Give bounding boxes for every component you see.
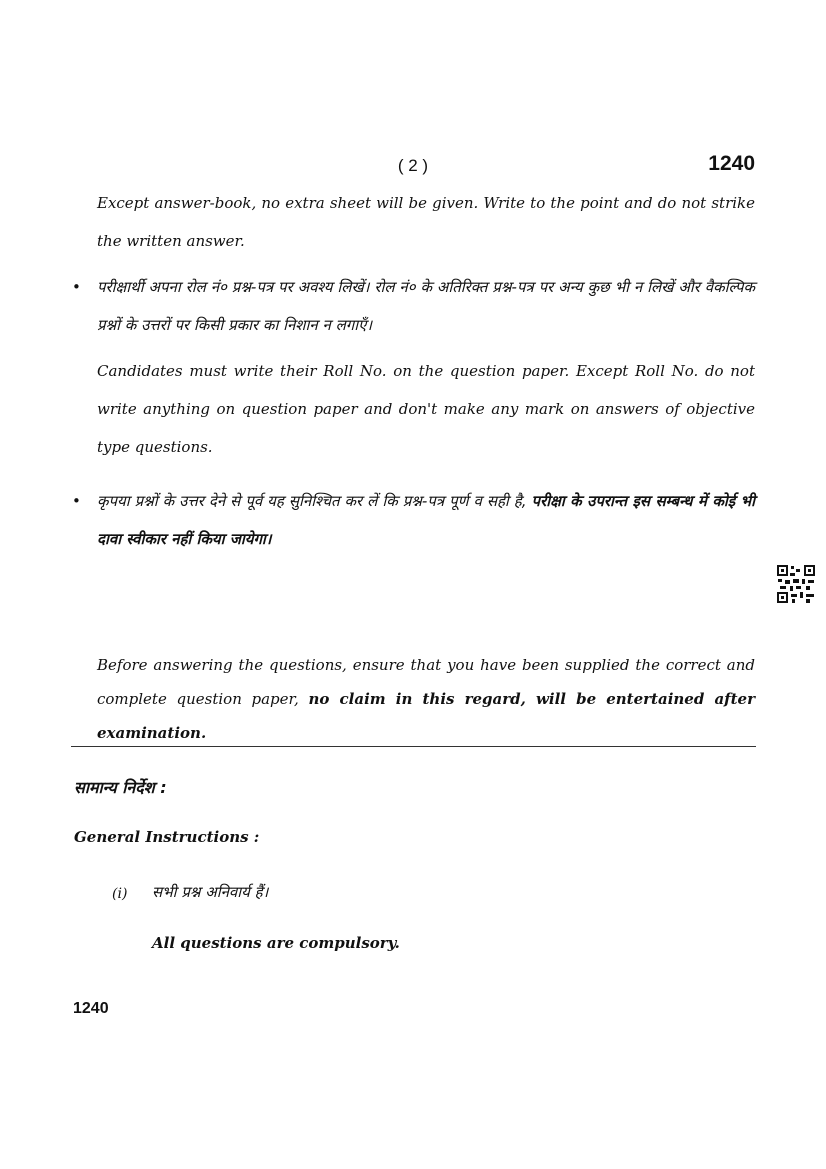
section-divider [71, 746, 756, 747]
check-paper-instruction-hi [97, 482, 755, 558]
page-number: ( 2 ) [397, 156, 429, 175]
general-instructions-heading-hi: सामान्य निर्देश : [74, 778, 167, 797]
instruction-item-number: (i) [112, 886, 128, 902]
paper-code-header: 1240 [708, 152, 755, 175]
check-paper-instruction-en [97, 648, 755, 750]
bullet-roll-no: • [72, 278, 81, 296]
instruction-item-text-hi: सभी प्रश्न अनिवार्य हैं। [152, 883, 269, 901]
roll-no-instruction-en: Candidates must write their Roll No. on the question paper. Except Roll No. do not write anything on question paper and don't make any mark on answers of objective type questions. [97, 362, 755, 456]
bullet-check-paper: • [72, 492, 81, 510]
qr-code-icon [776, 564, 816, 604]
check-paper-hi-text: कृपया प्रश्नों के उत्तर देने से पूर्व यह सुनिश्चित कर लें कि प्रश्न-पत्र पूर्ण व सही है, [97, 492, 532, 510]
roll-no-instruction-hi: परीक्षार्थी अपना रोल नं० प्रश्न-पत्र पर अवश्य लिखें। रोल नं० के अतिरिक्त प्रश्न-पत्र पर अन्य कुछ भी न लिखें और वैकल्पिक प्रश्नों के उत्तरों पर किसी प्रकार का निशान न लगाएँ। [97, 278, 755, 334]
paper-code-footer: 1240 [73, 1000, 109, 1017]
check-paper-en-text: Before answering the questions, ensure that you have been supplied the correct and complete question paper, [97, 656, 755, 708]
check-paper-hi-warning: परीक्षा के उपरान्त इस सम्बन्ध में कोई भी दावा स्वीकार नहीं किया जायेगा। [97, 492, 755, 548]
check-paper-en-warning: no claim in this regard, will be entertained after examination. [97, 690, 755, 742]
answer-book-instruction-en: Except answer-book, no extra sheet will be given. Write to the point and do not strike the written answer. [97, 194, 755, 250]
general-instructions-heading-en: General Instructions : [74, 828, 260, 846]
instruction-item-text-en: All questions are compulsory. [152, 934, 400, 952]
